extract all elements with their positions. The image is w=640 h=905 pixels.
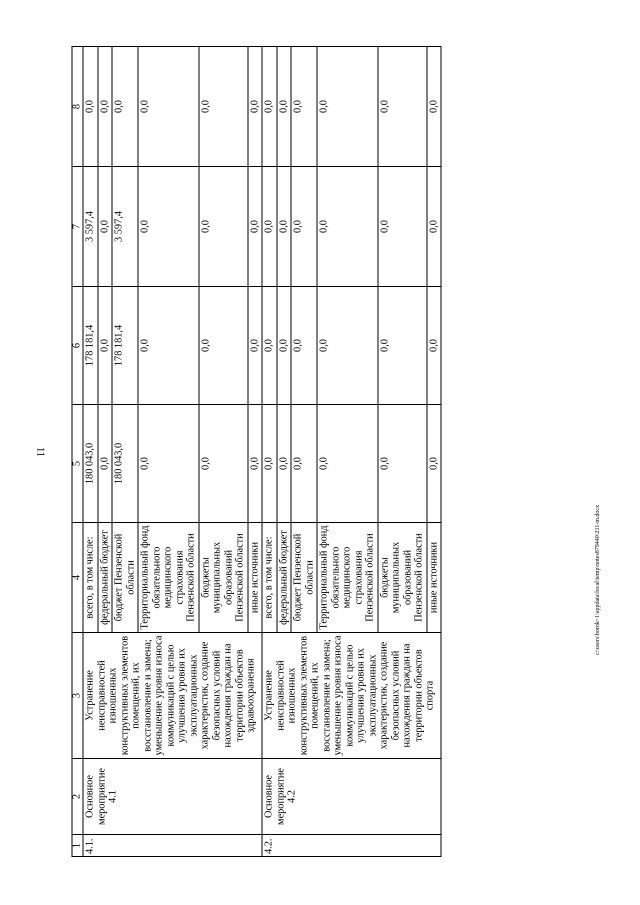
funding-source: федеральный бюджет	[98, 523, 113, 633]
value-col-7: 0,0	[98, 167, 113, 287]
funding-source: всего, в том числе:	[262, 523, 277, 633]
value-col-5: 0,0	[98, 405, 113, 523]
value-col-5: 180 043,0	[112, 405, 138, 523]
value-col-5: 0,0	[277, 405, 292, 523]
value-col-5: 0,0	[199, 405, 248, 523]
value-col-7: 0,0	[427, 167, 442, 287]
value-col-6: 0,0	[262, 287, 277, 405]
activity-description: Устранение неисправностей изношенных конструктивных элементов помещений, их восстановление и замена; уменьшение уровня износа коммуникаций с целью улучшения уровня их эксплуатационных характеристик, создание безопасных условий нахождения граждан на территории объектов спорта	[262, 633, 441, 759]
activity-description: Устранение неисправностей изношенных конструктивных элементов помещений, их восстановление и замена; уменьшение уровня износа коммуникаций с целью улучшения уровня их эксплуатационных характеристик, создание безопасных условий нахождения граждан на территории объектов здравоохранения	[83, 633, 262, 759]
header-col-6: 6	[72, 287, 83, 405]
funding-source: всего, в том числе:	[83, 523, 98, 633]
value-col-8: 0,0	[291, 47, 317, 167]
value-col-7: 0,0	[199, 167, 248, 287]
funding-source: иные источники	[427, 523, 442, 633]
value-col-8: 0,0	[248, 47, 263, 167]
value-col-5: 0,0	[138, 405, 199, 523]
value-col-8: 0,0	[98, 47, 113, 167]
value-col-7: 3 597,4	[83, 167, 98, 287]
value-col-8: 0,0	[83, 47, 98, 167]
value-col-6: 0,0	[291, 287, 317, 405]
value-col-6: 0,0	[199, 287, 248, 405]
value-col-7: 0,0	[317, 167, 378, 287]
row-number: 4.1.	[83, 835, 262, 857]
value-col-7: 3 597,4	[112, 167, 138, 287]
header-row	[72, 47, 83, 857]
value-col-7: 0,0	[291, 167, 317, 287]
row-number: 4.2.	[262, 835, 441, 857]
value-col-5: 0,0	[248, 405, 263, 523]
value-col-6: 0,0	[98, 287, 113, 405]
footer-file-path: c:\users\borok~1\appdata\local\temp\notes879440\211-m.docx	[595, 504, 601, 656]
funding-source: бюджеты муниципальных образований Пензенской области	[199, 523, 248, 633]
value-col-7: 0,0	[262, 167, 277, 287]
value-col-8: 0,0	[277, 47, 292, 167]
header-col-8: 8	[72, 47, 83, 167]
funding-source: иные источники	[248, 523, 263, 633]
value-col-7: 0,0	[248, 167, 263, 287]
header-col-5: 5	[72, 405, 83, 523]
value-col-7: 0,0	[138, 167, 199, 287]
header-col-3: 3	[72, 633, 83, 759]
value-col-8: 0,0	[138, 47, 199, 167]
funding-source: бюджет Пензенской области	[291, 523, 317, 633]
value-col-8: 0,0	[378, 47, 427, 167]
value-col-7: 0,0	[277, 167, 292, 287]
value-col-8: 0,0	[427, 47, 442, 167]
value-col-5: 0,0	[427, 405, 442, 523]
activity-name: Основное мероприятие 4.1	[83, 759, 262, 835]
funding-source: Территориальный фонд обязательного медицинского страхования Пензенской области	[317, 523, 378, 633]
value-col-6: 178 181,4	[112, 287, 138, 405]
activity-name: Основное мероприятие 4.2	[262, 759, 441, 835]
value-col-6: 0,0	[427, 287, 442, 405]
table-row	[262, 47, 277, 857]
funding-source: Территориальный фонд обязательного медицинского страхования Пензенской области	[138, 523, 199, 633]
value-col-6: 0,0	[277, 287, 292, 405]
value-col-8: 0,0	[317, 47, 378, 167]
value-col-6: 0,0	[138, 287, 199, 405]
rotated-table-sheet	[72, 47, 569, 857]
header-col-2: 2	[72, 759, 83, 835]
value-col-6: 0,0	[317, 287, 378, 405]
funding-source: бюджеты муниципальных образований Пензенской области	[378, 523, 427, 633]
funding-source: федеральный бюджет	[277, 523, 292, 633]
header-col-4: 4	[72, 523, 83, 633]
value-col-8: 0,0	[262, 47, 277, 167]
financing-table	[72, 46, 442, 857]
funding-source: бюджет Пензенской области	[112, 523, 138, 633]
value-col-5: 0,0	[291, 405, 317, 523]
value-col-8: 0,0	[199, 47, 248, 167]
value-col-5: 0,0	[317, 405, 378, 523]
value-col-6: 178 181,4	[83, 287, 98, 405]
value-col-5: 0,0	[378, 405, 427, 523]
header-col-1: 1	[72, 835, 83, 857]
value-col-8: 0,0	[112, 47, 138, 167]
value-col-7: 0,0	[378, 167, 427, 287]
table-row	[83, 47, 98, 857]
value-col-5: 0,0	[262, 405, 277, 523]
value-col-6: 0,0	[248, 287, 263, 405]
value-col-6: 0,0	[378, 287, 427, 405]
header-col-7: 7	[72, 167, 83, 287]
page-number: 11	[34, 447, 46, 457]
value-col-5: 180 043,0	[83, 405, 98, 523]
